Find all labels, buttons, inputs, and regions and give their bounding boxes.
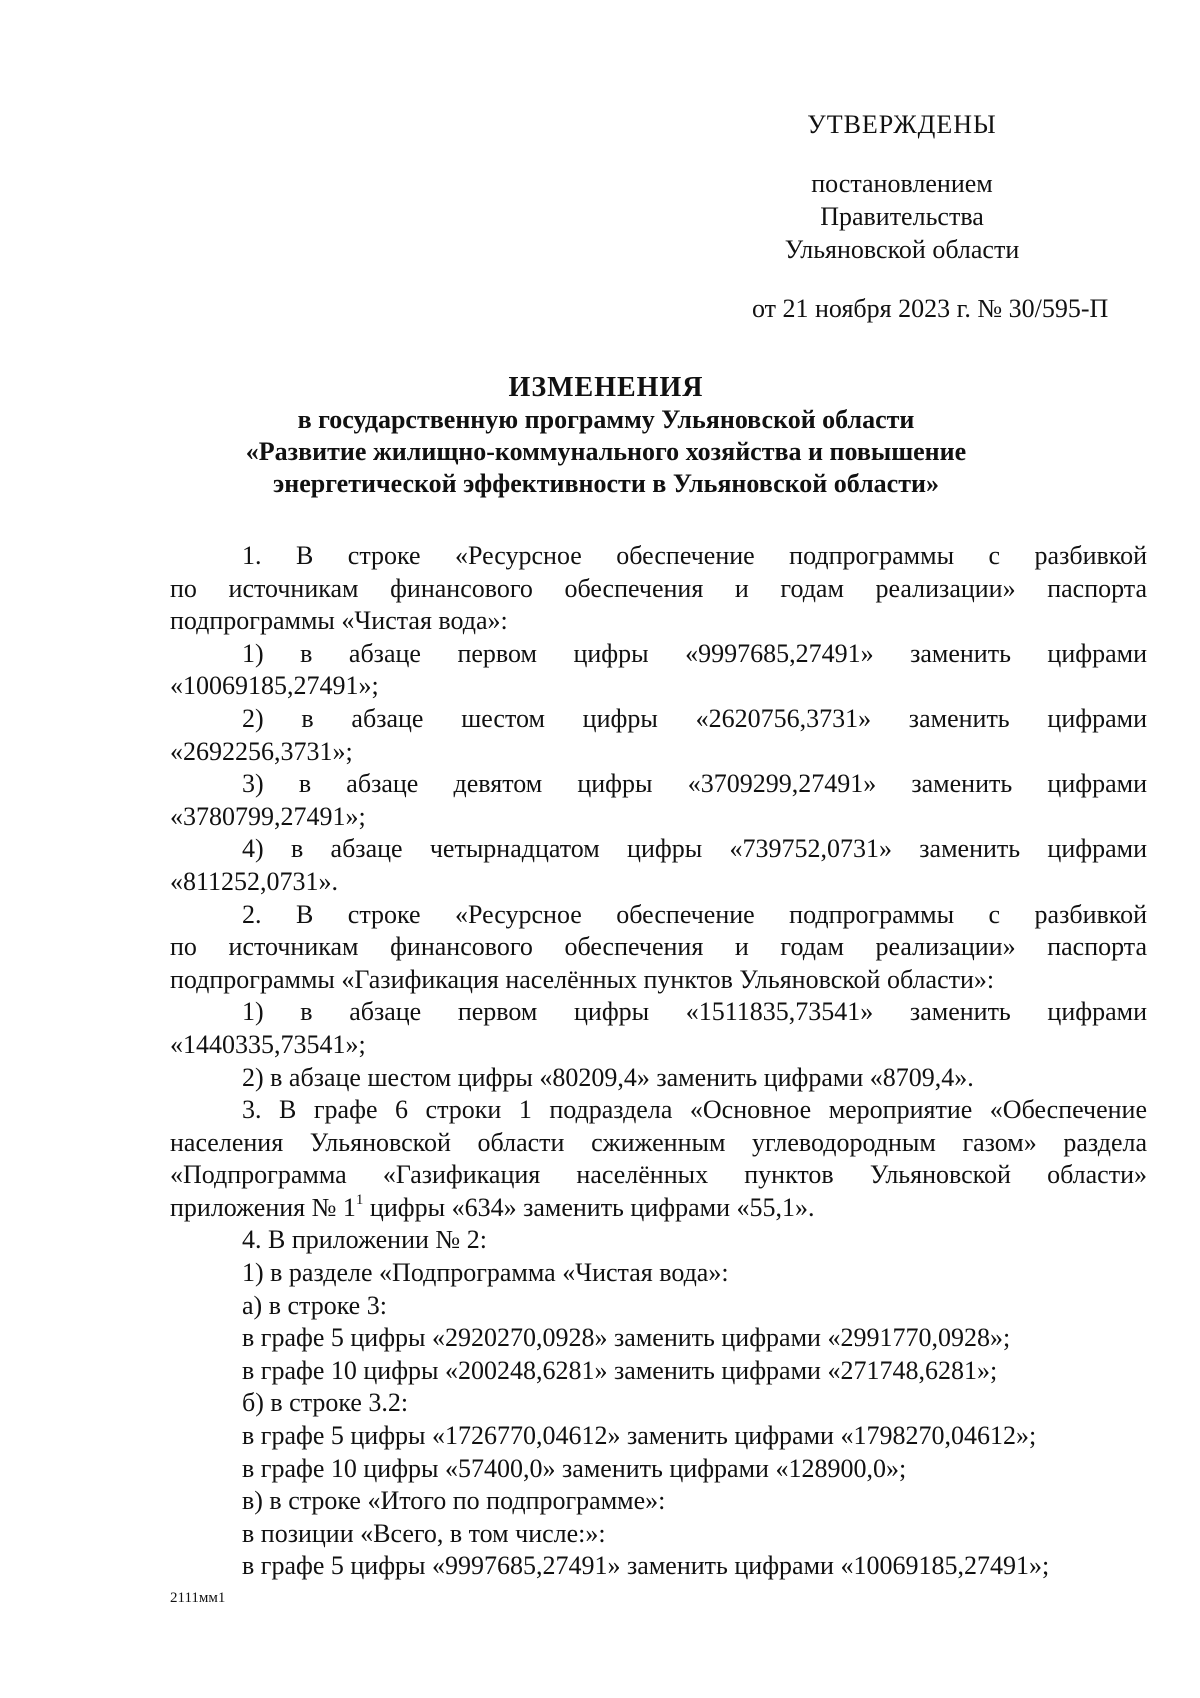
item-4-line: в графе 10 цифры «57400,0» заменить цифрами «128900,0»; <box>242 1453 907 1483</box>
item-4-line: 1) в разделе «Подпрограмма «Чистая вода»: <box>242 1258 729 1288</box>
item-1-sub-2: 2) в абзаце шестом цифры «2620756,3731» заменить цифрами <box>242 703 1147 733</box>
item-3-appendix-ref: приложения № 1 <box>170 1192 356 1222</box>
item-4-line: в графе 5 цифры «1726770,04612» заменить цифрами «1798270,04612»; <box>242 1421 1037 1451</box>
approval-stamp <box>752 108 1109 325</box>
approval-authority <box>752 167 1052 266</box>
item-1-line: подпрограммы «Чистая вода»: <box>170 606 508 636</box>
item-1-sub-3-cont: «3780799,27491»; <box>170 801 366 831</box>
item-3-line <box>170 1192 1147 1225</box>
footer-document-code: 2111мм1 <box>170 1590 226 1606</box>
item-1-line: 1. В строке «Ресурсное обеспечение подпрограммы с разбивкой <box>242 541 1147 570</box>
item-4-line: в позиции «Всего, в том числе:»: <box>242 1518 606 1548</box>
approval-title: УТВЕРЖДЕНЫ <box>807 110 997 139</box>
item-1-sub-3: 3) в абзаце девятом цифры «3709299,27491» заменить цифрами <box>242 769 1147 799</box>
item-2-sub-1-cont: «1440335,73541»; <box>170 1029 366 1059</box>
heading-line: «Развитие жилищно-коммунального хозяйства и повышение <box>245 437 967 466</box>
heading-line: энергетической эффективности в Ульяновской области» <box>273 469 939 498</box>
appendix-superscript: 1 <box>355 1191 364 1208</box>
item-1-sub-4: 4) в абзаце четырнадцатом цифры «739752,0731» заменить цифрами <box>242 834 1147 864</box>
document-body <box>170 540 1147 1583</box>
item-3-line: «Подпрограмма «Газификация населённых пунктов Ульяновской области» <box>170 1160 1147 1190</box>
item-4-line: в графе 10 цифры «200248,6281» заменить цифрами «271748,6281»; <box>242 1355 998 1385</box>
item-1-sub-4-cont: «811252,0731». <box>170 866 339 896</box>
item-1-sub-1-cont: «10069185,27491»; <box>170 671 379 701</box>
heading-line: в государственную программу Ульяновской области <box>297 405 915 434</box>
item-2-line: 2. В строке «Ресурсное обеспечение подпрограммы с разбивкой <box>242 899 1147 929</box>
heading-title: ИЗМЕНЕНИЯ <box>508 372 704 403</box>
document-heading <box>160 372 1052 500</box>
item-4-line: а) в строке 3: <box>242 1290 387 1320</box>
item-4-line: в графе 5 цифры «2920270,0928» заменить цифрами «2991770,0928»; <box>242 1323 1011 1353</box>
item-1-sub-2-cont: «2692256,3731»; <box>170 736 353 766</box>
approval-authority-line: постановлением Правительства <box>811 169 993 231</box>
item-3-line: населения Ульяновской области сжиженным углеводородным газом» раздела <box>170 1127 1147 1157</box>
item-4-line: в) в строке «Итого по подпрограмме»: <box>242 1486 666 1516</box>
item-4-line: 4. В приложении № 2: <box>242 1225 487 1255</box>
item-2-sub-1: 1) в абзаце первом цифры «1511835,73541» заменить цифрами <box>242 997 1147 1027</box>
item-2-sub-2: 2) в абзаце шестом цифры «80209,4» заменить цифрами «8709,4». <box>242 1062 974 1092</box>
item-2-line: подпрограммы «Газификация населённых пунктов Ульяновской области»: <box>170 964 995 994</box>
approval-authority-line: Ульяновской области <box>784 235 1020 264</box>
item-3-line: 3. В графе 6 строки 1 подраздела «Основное мероприятие «Обеспечение <box>242 1095 1147 1125</box>
approval-date-number: от 21 ноября 2023 г. № 30/595-П <box>752 294 1109 323</box>
item-3-replacement: цифры «634» заменить цифрами «55,1». <box>363 1192 815 1222</box>
item-4-line: б) в строке 3.2: <box>242 1388 409 1418</box>
item-1-line: по источникам финансового обеспечения и годам реализации» паспорта <box>170 573 1147 603</box>
item-4-line: в графе 5 цифры «9997685,27491» заменить цифрами «10069185,27491»; <box>242 1551 1050 1581</box>
item-2-line: по источникам финансового обеспечения и годам реализации» паспорта <box>170 932 1147 962</box>
item-1-sub-1: 1) в абзаце первом цифры «9997685,27491» заменить цифрами <box>242 638 1147 668</box>
